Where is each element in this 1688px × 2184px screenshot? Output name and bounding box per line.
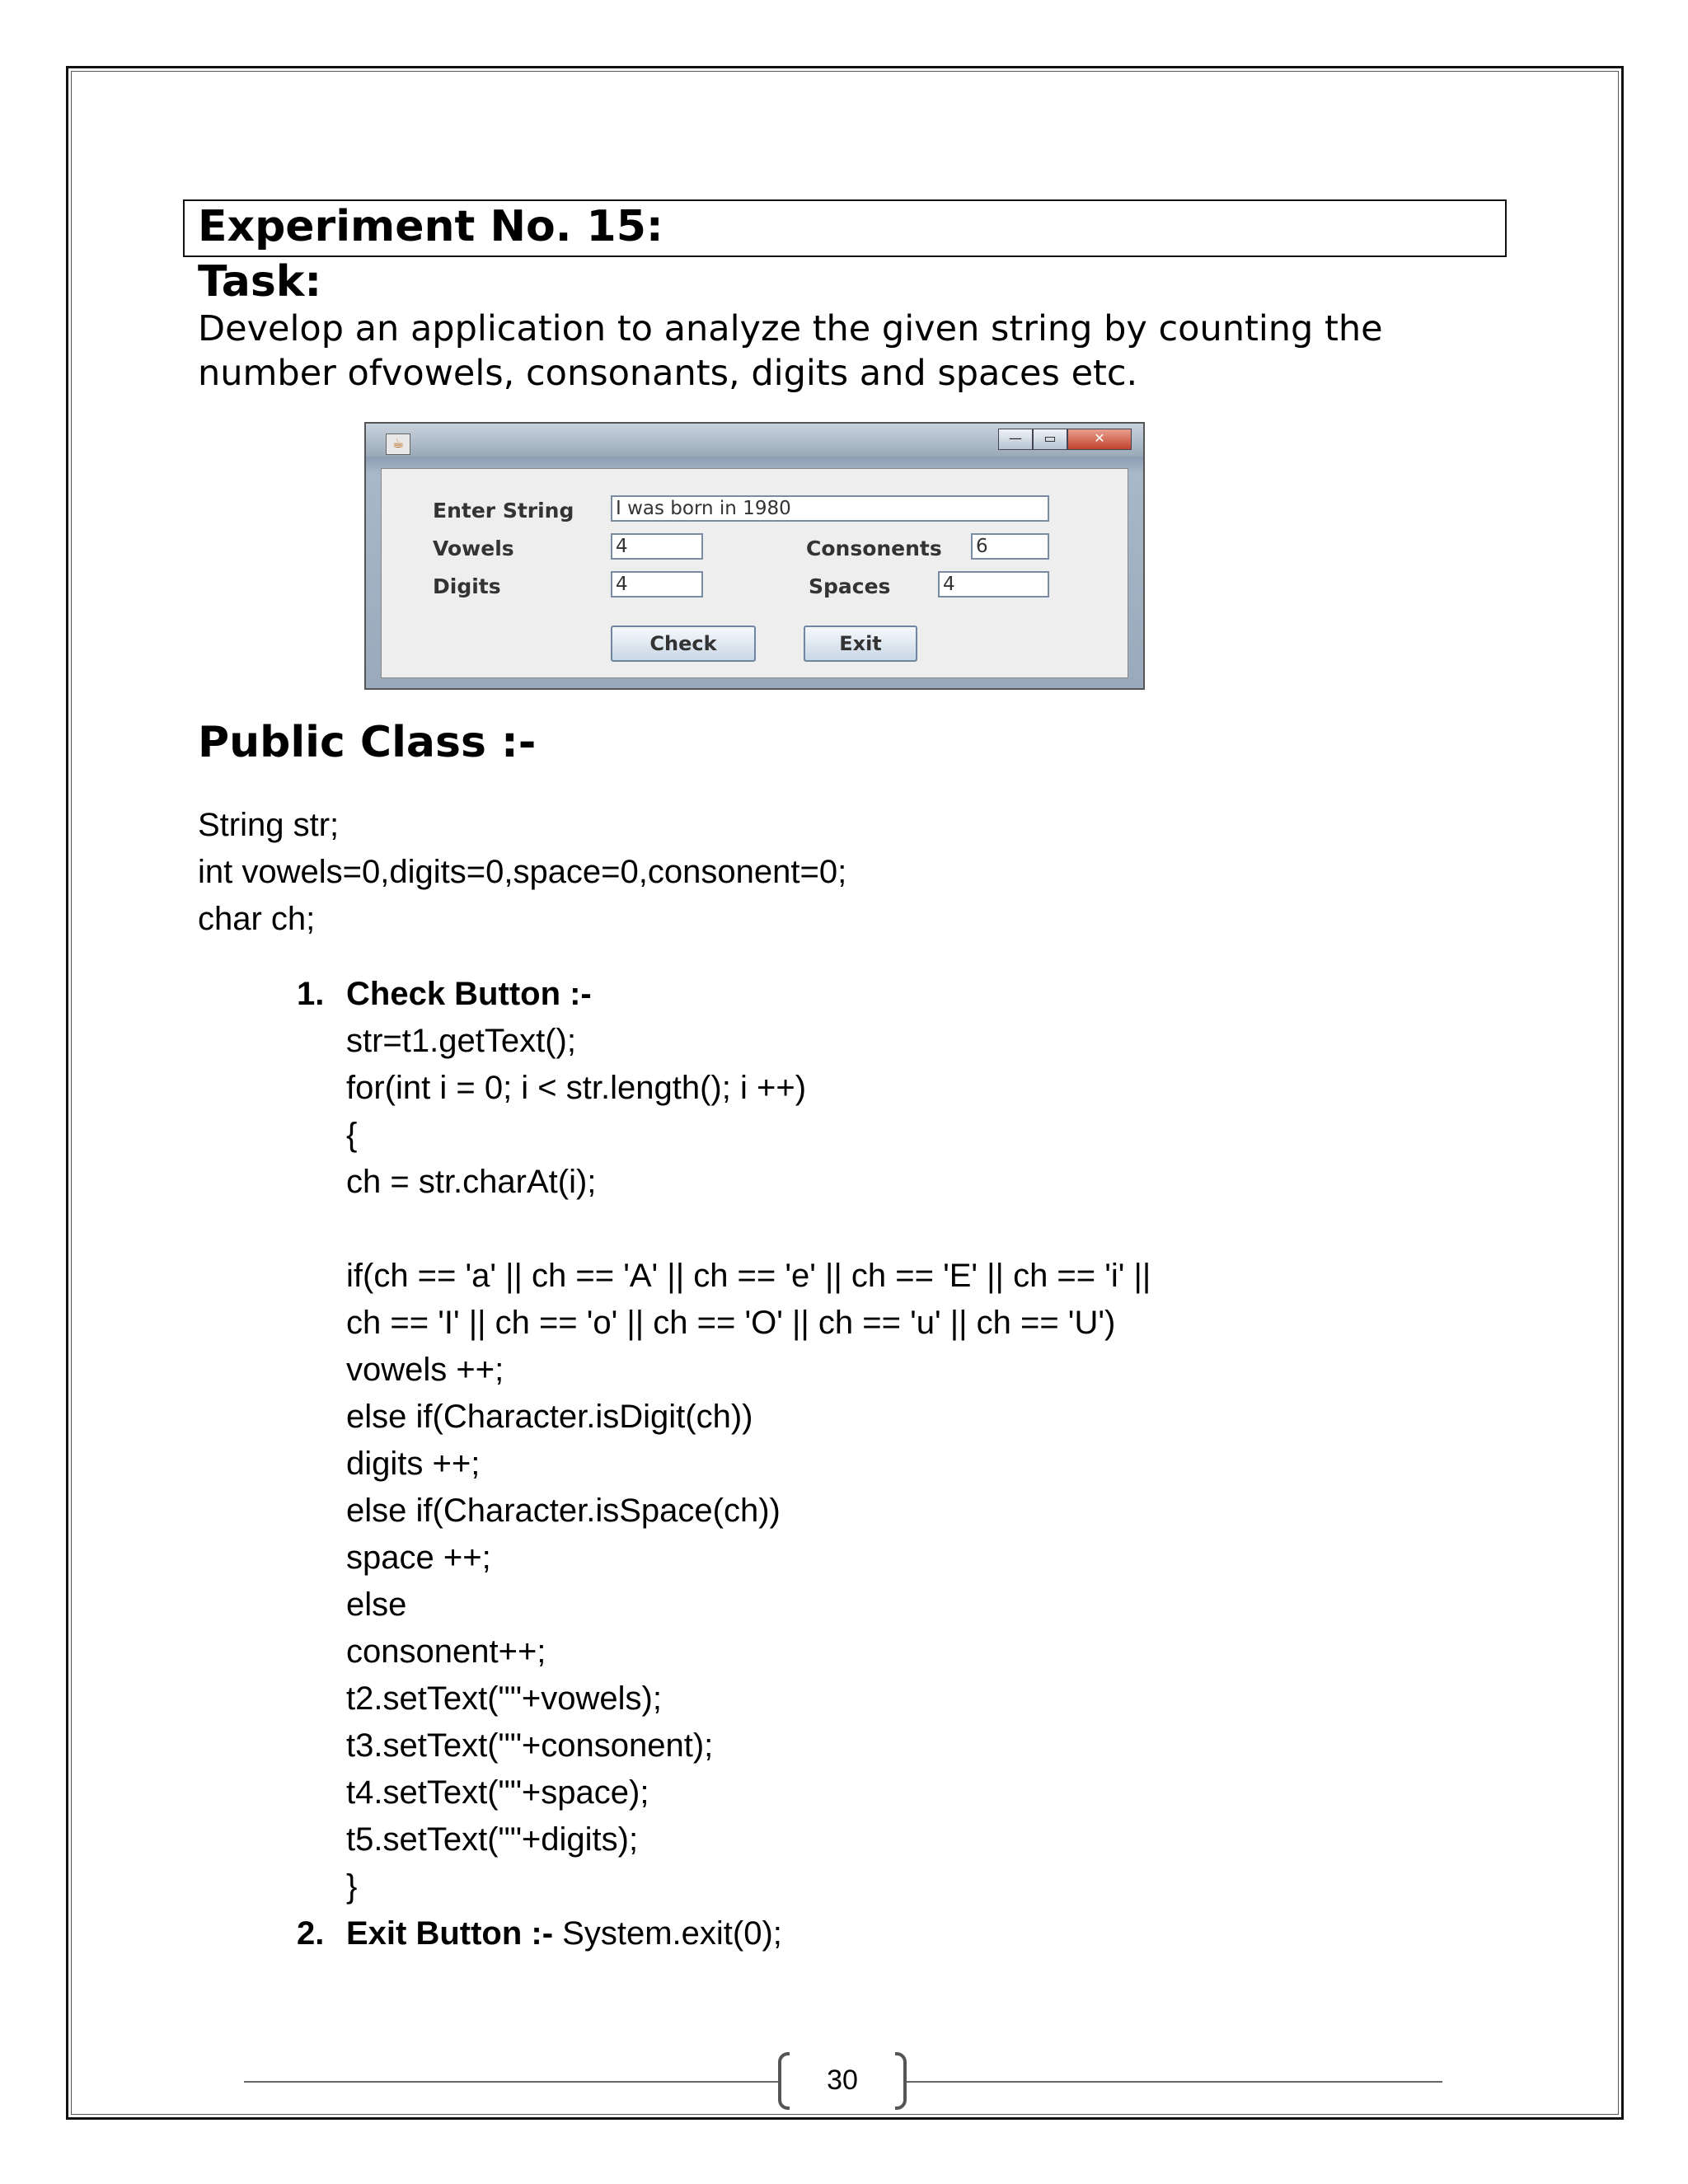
- form-panel: [381, 468, 1128, 678]
- maximize-icon[interactable]: ▭: [1033, 429, 1067, 450]
- app-window-screenshot: [364, 422, 1145, 690]
- minimize-icon[interactable]: —: [998, 429, 1033, 450]
- declaration-line: int vowels=0,digits=0,space=0,consonent=0;: [198, 854, 847, 890]
- code-line: for(int i = 0; i < str.length(); i ++): [346, 1070, 807, 1106]
- task-description-line: number ofvowels, consonants, digits and spaces etc.: [198, 353, 1138, 394]
- page-number-bracket: [778, 2052, 907, 2111]
- experiment-title: Experiment No. 15:: [198, 202, 663, 251]
- check-button[interactable]: Check: [611, 626, 756, 662]
- exit-button-heading: Exit Button :-: [346, 1915, 554, 1952]
- code-line: t4.setText(""+space);: [346, 1774, 649, 1811]
- code-line: t3.setText(""+consonent);: [346, 1727, 714, 1764]
- digits-field[interactable]: 4: [611, 571, 703, 598]
- code-line: else if(Character.isSpace(ch)): [346, 1493, 781, 1529]
- java-coffee-icon: ☕: [386, 434, 410, 455]
- declaration-line: char ch;: [198, 901, 316, 937]
- code-line: }: [346, 1868, 358, 1905]
- list-number: 1.: [297, 976, 325, 1012]
- consonents-label: Consonents: [806, 537, 942, 560]
- code-line: ch == 'I' || ch == 'o' || ch == 'O' || ch == 'u' || ch == 'U'): [346, 1305, 1116, 1341]
- exit-code: System.exit(0);: [553, 1915, 782, 1952]
- spaces-field[interactable]: 4: [938, 571, 1049, 598]
- code-line: t2.setText(""+vowels);: [346, 1680, 662, 1717]
- code-line: consonent++;: [346, 1633, 546, 1670]
- task-heading: Task:: [198, 257, 322, 307]
- exit-button-item: [346, 1910, 1582, 1957]
- code-line: space ++;: [346, 1540, 491, 1576]
- declaration-line: String str;: [198, 807, 340, 843]
- code-line: digits ++;: [346, 1446, 481, 1482]
- code-line: else: [346, 1586, 407, 1623]
- footer-rule-left: [244, 2081, 778, 2083]
- exit-button[interactable]: Exit: [804, 626, 917, 662]
- list-number: 2.: [297, 1915, 325, 1952]
- check-button-heading: Check Button :-: [346, 976, 592, 1012]
- code-line: t5.setText(""+digits);: [346, 1821, 639, 1858]
- window-title-bar: [366, 424, 1143, 457]
- task-description: [198, 307, 1517, 396]
- public-class-heading: Public Class :-: [198, 718, 537, 767]
- code-line: vowels ++;: [346, 1352, 504, 1388]
- code-line: {: [346, 1117, 358, 1153]
- code-line: str=t1.getText();: [346, 1023, 576, 1059]
- code-line: else if(Character.isDigit(ch)): [346, 1399, 753, 1435]
- code-line: if(ch == 'a' || ch == 'A' || ch == 'e' || ch == 'E' || ch == 'i' ||: [346, 1258, 1151, 1294]
- task-description-line: Develop an application to analyze the given string by counting the: [198, 308, 1383, 349]
- enter-string-label: Enter String: [433, 499, 574, 523]
- vowels-label: Vowels: [433, 537, 514, 560]
- window-controls: [998, 429, 1132, 450]
- vowels-field[interactable]: 4: [611, 533, 703, 560]
- code-line: ch = str.charAt(i);: [346, 1164, 597, 1200]
- page-number: 30: [827, 2064, 858, 2096]
- footer-rule-right: [907, 2081, 1442, 2083]
- consonents-field[interactable]: 6: [971, 533, 1049, 560]
- spaces-label: Spaces: [809, 574, 891, 598]
- close-icon[interactable]: ✕: [1067, 429, 1132, 450]
- enter-string-field[interactable]: I was born in 1980: [611, 495, 1049, 522]
- digits-label: Digits: [433, 574, 501, 598]
